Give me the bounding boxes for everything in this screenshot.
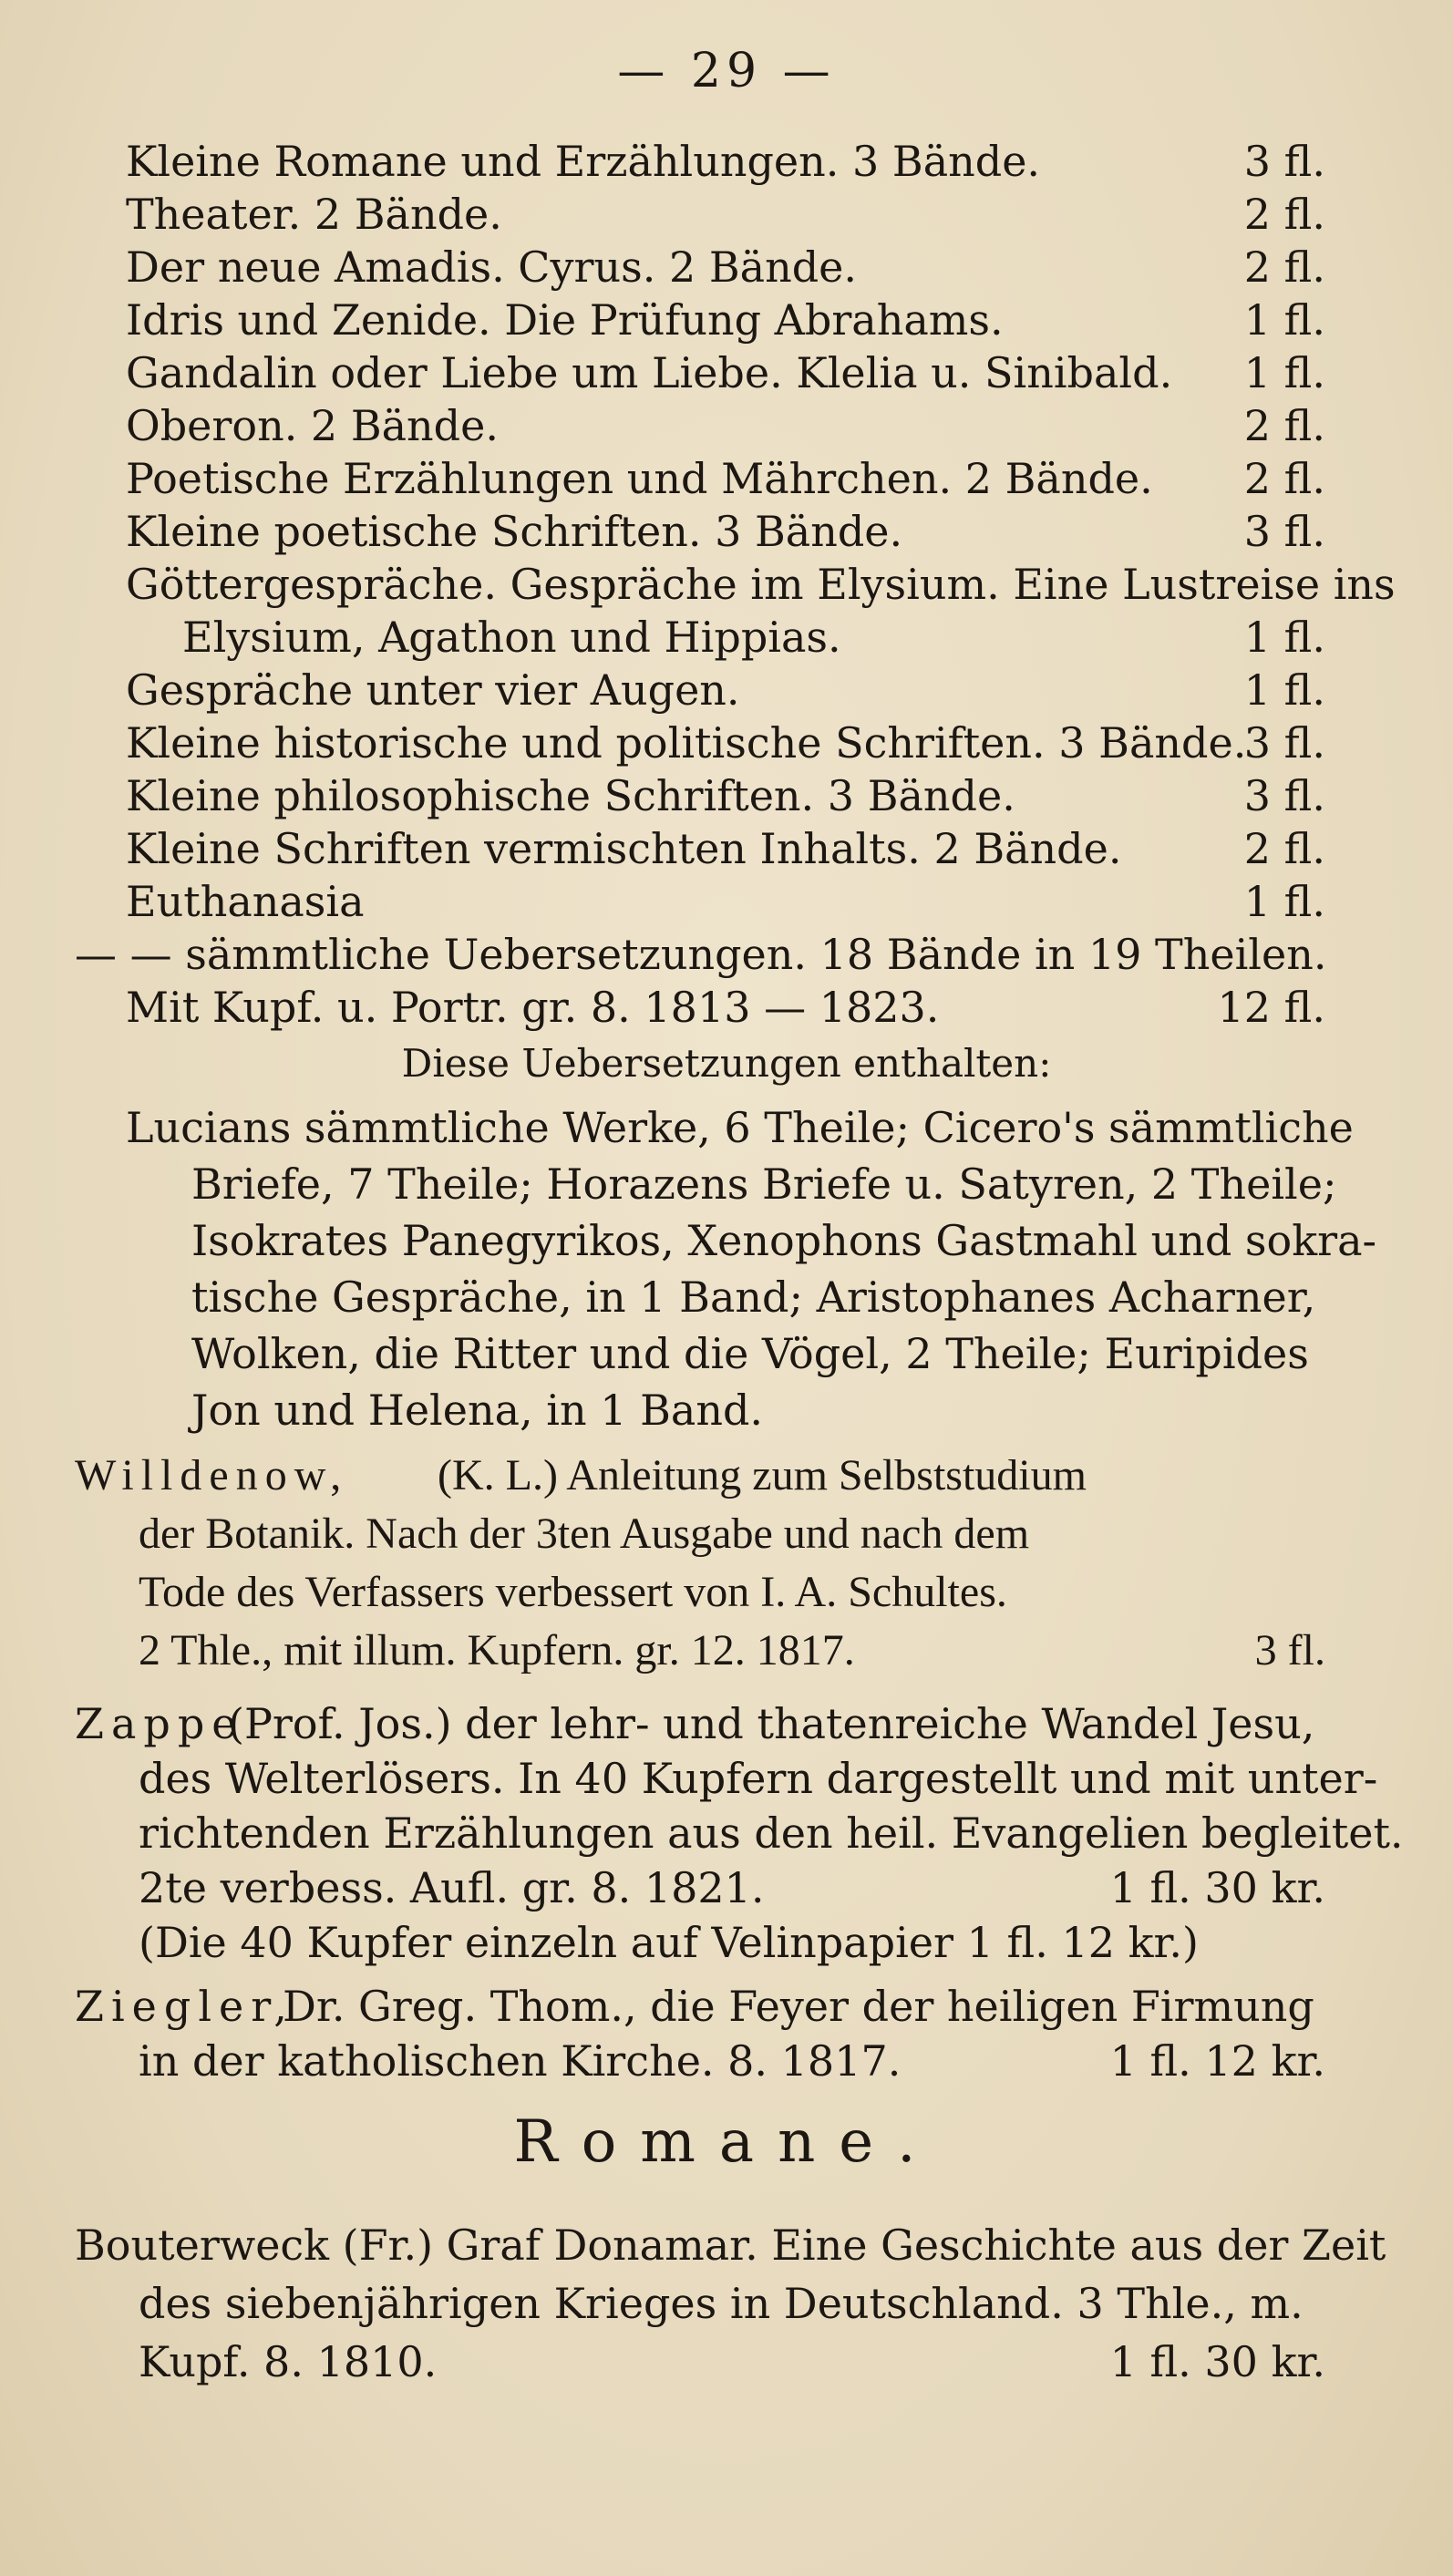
entry-line: (Prof. Jos.) der lehr- und thatenreiche Wandel Jesu, — [228, 1699, 1315, 1748]
work-price: 1 fl. — [1243, 877, 1325, 926]
author-name: Willdenow, — [75, 1451, 349, 1499]
work-price: 1 fl. — [1243, 348, 1325, 397]
entry-line: Bouterweck (Fr.) Graf Donamar. Eine Geschichte aus der Zeit — [75, 2221, 1386, 2270]
work-title: Kleine poetische Schriften. 3 Bände. — [126, 507, 903, 556]
translations-contents-line: Isokrates Panegyrikos, Xenophons Gastmahl und sokra- — [191, 1216, 1377, 1265]
translations-price: 12 fl. — [1217, 983, 1325, 1032]
work-title: Kleine Schriften vermischten Inhalts. 2 Bände. — [126, 824, 1122, 873]
work-title: Poetische Erzählungen und Mährchen. 2 Bände. — [126, 454, 1153, 503]
work-price: 3 fl. — [1243, 507, 1325, 556]
work-price: 2 fl. — [1243, 454, 1325, 503]
section-heading: Romane. — [513, 2108, 940, 2176]
work-title: Idris und Zenide. Die Prüfung Abrahams. — [126, 295, 1004, 345]
entry-line: Tode des Verfassers verbessert von I. A. Schultes. — [139, 1568, 1007, 1616]
entry-price: 1 fl. 12 kr. — [1109, 2036, 1325, 2086]
entry-line: 2 Thle., mit illum. Kupfern. gr. 12. 1817. — [139, 1626, 855, 1674]
translations-title: — — sämmtliche Uebersetzungen. 18 Bände in 19 Theilen. — [75, 930, 1327, 979]
work-title: Elysium, Agathon und Hippias. — [182, 613, 841, 662]
work-title: Euthanasia — [126, 877, 365, 926]
work-price: 1 fl. — [1243, 613, 1325, 662]
entry-price: 3 fl. — [1254, 1626, 1325, 1674]
entry-line: der Botanik. Nach der 3ten Ausgabe und nach dem — [139, 1510, 1030, 1558]
entry-line: Kupf. 8. 1810. — [139, 2337, 438, 2386]
entry-line: (K. L.) Anleitung zum Selbststudium — [438, 1451, 1087, 1499]
work-price: 1 fl. — [1243, 295, 1325, 345]
work-title: Göttergespräche. Gespräche im Elysium. Eine Lustreise ins — [126, 560, 1396, 609]
work-price: 2 fl. — [1243, 824, 1325, 873]
work-title: Theater. 2 Bände. — [126, 190, 502, 239]
entry-price: 1 fl. 30 kr. — [1109, 2337, 1325, 2386]
entry-line: richtenden Erzählungen aus den heil. Evangelien begleitet. — [139, 1808, 1404, 1858]
translations-contents-line: Wolken, die Ritter und die Vögel, 2 Theile; Euripides — [191, 1329, 1309, 1378]
translations-edition: Mit Kupf. u. Portr. gr. 8. 1813 — 1823. — [126, 983, 940, 1032]
author-name: Zappe — [75, 1699, 244, 1748]
work-price: 1 fl. — [1243, 665, 1325, 715]
entry-line: in der katholischen Kirche. 8. 1817. — [139, 2036, 902, 2086]
entry-price: 1 fl. 30 kr. — [1109, 1863, 1325, 1912]
work-title: Kleine historische und politische Schriften. 3 Bände. — [126, 718, 1247, 768]
entry-line: Dr. Greg. Thom., die Feyer der heiligen Firmung — [283, 1982, 1314, 2031]
work-title: Der neue Amadis. Cyrus. 2 Bände. — [126, 242, 857, 292]
page-number: — 29 — — [617, 44, 836, 98]
translations-contents-line: tische Gespräche, in 1 Band; Aristophanes Acharner, — [191, 1273, 1316, 1322]
work-price: 3 fl. — [1243, 771, 1325, 820]
work-title: Kleine philosophische Schriften. 3 Bände. — [126, 771, 1015, 820]
translations-contents-line: Jon und Helena, in 1 Band. — [191, 1386, 764, 1435]
work-title: Gespräche unter vier Augen. — [126, 665, 740, 715]
entry-line: des Welterlösers. In 40 Kupfern dargestellt und mit unter- — [139, 1754, 1378, 1803]
work-title: Oberon. 2 Bände. — [126, 401, 499, 450]
work-price: 2 fl. — [1243, 242, 1325, 292]
work-title: Gandalin oder Liebe um Liebe. Klelia u. Sinibald. — [126, 348, 1173, 397]
translations-contents-line: Briefe, 7 Theile; Horazens Briefe u. Satyren, 2 Theile; — [191, 1159, 1337, 1209]
entry-note: (Die 40 Kupfer einzeln auf Velinpapier 1 fl. 12 kr.) — [139, 1918, 1199, 1967]
work-price: 3 fl. — [1243, 718, 1325, 768]
translations-contents-line: Lucians sämmtliche Werke, 6 Theile; Cicero's sämmtliche — [126, 1103, 1354, 1152]
author-name: Ziegler, — [75, 1982, 294, 2031]
entry-line: des siebenjährigen Krieges in Deutschland. 3 Thle., m. — [139, 2279, 1304, 2328]
work-price: 3 fl. — [1243, 137, 1325, 186]
work-price: 2 fl. — [1243, 401, 1325, 450]
translations-contents-heading: Diese Uebersetzungen enthalten: — [401, 1041, 1052, 1086]
work-price: 2 fl. — [1243, 190, 1325, 239]
entry-line: 2te verbess. Aufl. gr. 8. 1821. — [139, 1863, 765, 1912]
work-title: Kleine Romane und Erzählungen. 3 Bände. — [126, 137, 1041, 186]
